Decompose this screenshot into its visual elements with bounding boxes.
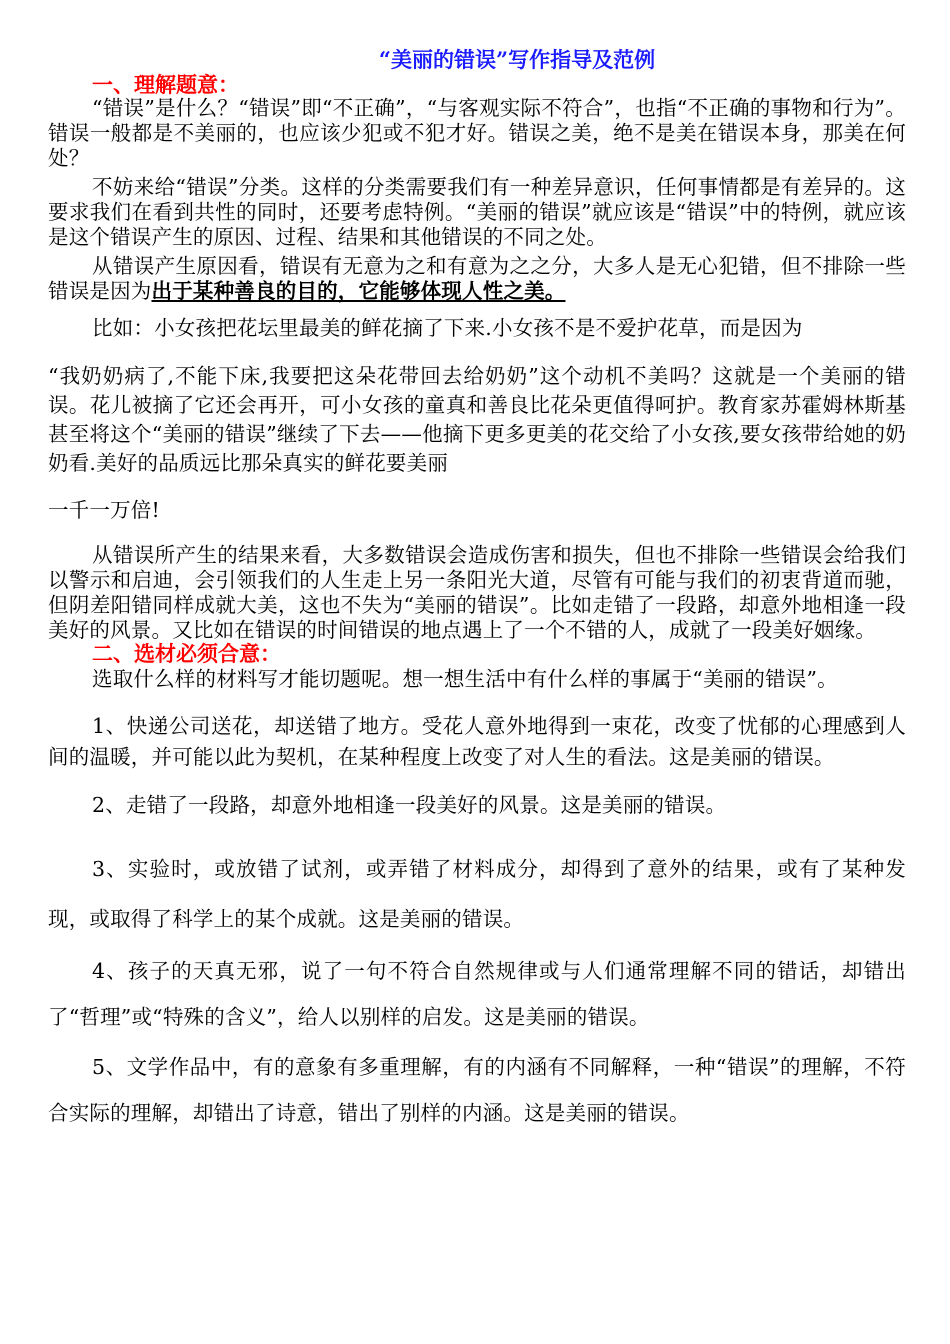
list-item-2: 2、走错了一段路，却意外地相逢一段美好的风景。这是美丽的错误。	[92, 793, 727, 817]
document-title: “美丽的错误”写作指导及范例	[378, 47, 656, 72]
paragraph-cause	[48, 254, 906, 304]
paragraph-what-is-error: “错误”是什么？“错误”即“不正确”，“与客观实际不符合”，也指“不正确的事物和行为”。错误一般都是不美丽的，也应该少犯或不犯才好。错误之美，绝不是美在错误本身，那美在何处？	[48, 96, 906, 170]
paragraph-example-girl-line1: 比如：小女孩把花坛里最美的鲜花摘了下来.小女孩不是不爱护花草，而是因为	[92, 316, 803, 340]
paragraph-example-girl-body: “我奶奶病了,不能下床,我要把这朵花带回去给奶奶”这个动机不美吗？这就是一个美丽的错误。花儿被摘了它还会再开，可小女孩的童真和善良比花朵更值得呵护。教育家苏霍姆林斯基甚至将这个“美丽的错误”继续了下去——他摘下更多更美的花交给了小女孩,要女孩带给她的奶奶看.美好的品质远比那朵真实的鲜花要美丽	[48, 364, 906, 475]
list-item-3: 3、实验时，或放错了试剂，或弄错了材料成分，却得到了意外的结果，或有了某种发现，或取得了科学上的某个成就。这是美丽的错误。	[48, 857, 906, 931]
list-item-1: 1、快递公司送花，却送错了地方。受花人意外地得到一束花，改变了忧郁的心理感到人间的温暖，并可能以此为契机，在某种程度上改变了对人生的看法。这是美丽的错误。	[48, 714, 906, 769]
paragraph-cause-emphasis: 出于某种善良的目的，它能够体现人性之美。	[151, 279, 566, 303]
paragraph-material-intro: 选取什么样的材料写才能切题呢。想一想生活中有什么样的事属于“美丽的错误”。	[92, 667, 838, 691]
paragraph-example-girl-end: 一千一万倍!	[48, 498, 160, 522]
paragraph-cause-text: 从错误产生原因看，错误有无意为之和有意为之之分，大多人是无心犯错，但不排除一些错误是因为	[48, 254, 906, 303]
list-item-4: 4、孩子的天真无邪，说了一句不符合自然规律或与人们通常理解不同的错话，却错出了“哲理”或“特殊的含义”，给人以别样的启发。这是美丽的错误。	[48, 959, 906, 1029]
paragraph-result: 从错误所产生的结果来看，大多数错误会造成伤害和损失，但也不排除一些错误会给我们以警示和启迪，会引领我们的人生走上另一条阳光大道，尽管有可能与我们的初衷背道而驰，但阴差阳错同样成就大美，这也不失为“美丽的错误”。比如走错了一段路，却意外地相逢一段美好的风景。又比如在错误的时间错误的地点遇上了一个不错的人，成就了一段美好姻缘。	[48, 543, 906, 642]
section-heading-1: 一、理解题意：	[92, 72, 239, 97]
paragraph-classify-error: 不妨来给“错误”分类。这样的分类需要我们有一种差异意识，任何事情都是有差异的。这要求我们在看到共性的同时，还要考虑特例。“美丽的错误”就应该是“错误”中的特例，就应该是这个错误产生的原因、过程、结果和其他错误的不同之处。	[48, 175, 906, 249]
list-item-5: 5、文学作品中，有的意象有多重理解，有的内涵有不同解释，一种“错误”的理解，不符合实际的理解，却错出了诗意，错出了别样的内涵。这是美丽的错误。	[48, 1055, 906, 1125]
document-page	[48, 46, 906, 1136]
section-heading-2: 二、选材必须合意：	[92, 641, 281, 666]
